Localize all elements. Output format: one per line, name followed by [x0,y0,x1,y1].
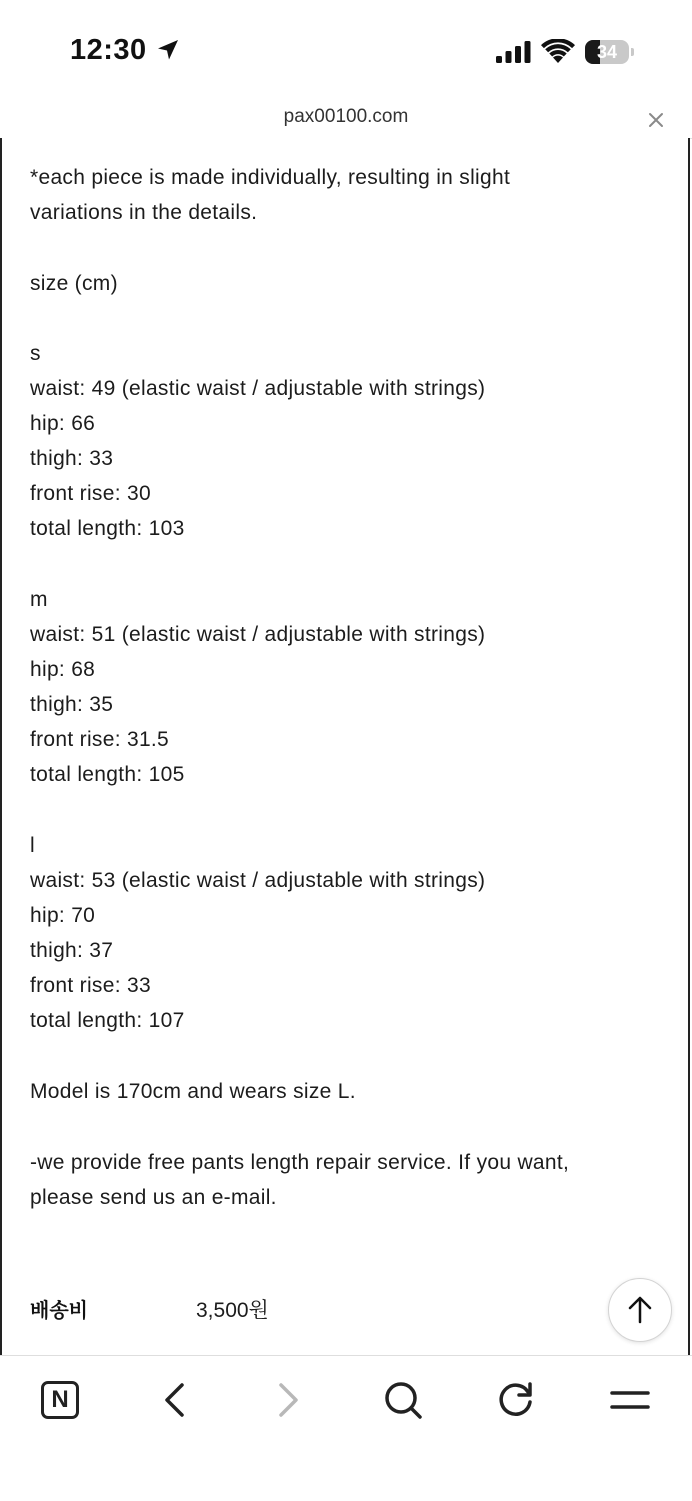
size-l-waist: waist: 53 (elastic waist / adjustable with strings) [30,869,486,892]
repair-note-line-1: -we provide free pants length repair service. If you want, [30,1151,570,1174]
note-line-1: *each piece is made individually, resulting in slight [30,166,511,189]
size-m-label: m [30,588,48,611]
product-detail-content [0,138,690,1355]
status-time: 12:30 [70,34,147,66]
size-heading: size (cm) [30,272,118,295]
size-m-front-rise: front rise: 31.5 [30,728,170,751]
size-s-label: s [30,342,41,365]
search-icon[interactable] [381,1378,425,1422]
back-icon[interactable] [153,1378,197,1422]
size-l-hip: hip: 70 [30,904,96,927]
cellular-signal-icon [496,41,532,63]
size-m-thigh: thigh: 35 [30,693,114,716]
size-m-total-length: total length: 105 [30,763,185,786]
size-s-thigh: thigh: 33 [30,447,114,470]
menu-icon[interactable] [608,1378,652,1422]
size-l-thigh: thigh: 37 [30,939,114,962]
url-bar [0,100,692,139]
note-line-2: variations in the details. [30,201,258,224]
url-text[interactable]: pax00100.com [283,106,409,127]
scroll-to-top-button[interactable] [608,1278,672,1342]
size-m-waist: waist: 51 (elastic waist / adjustable with strings) [30,623,486,646]
size-l-front-rise: front rise: 33 [30,974,151,997]
location-arrow-icon [156,38,180,62]
size-s-front-rise: front rise: 30 [30,482,151,505]
repair-note-line-2: please send us an e-mail. [30,1186,277,1209]
refresh-icon[interactable] [494,1378,538,1422]
size-l-total-length: total length: 107 [30,1009,185,1032]
arrow-up-icon [626,1295,654,1325]
forward-icon[interactable] [266,1378,310,1422]
shipping-fee-value: 3,500원 [196,1299,269,1322]
model-info: Model is 170cm and wears size L. [30,1080,356,1103]
size-l-label: l [30,834,35,857]
size-m-hip: hip: 68 [30,658,96,681]
shipping-fee-label: 배송비 [30,1300,88,1322]
close-icon[interactable] [644,108,668,132]
browser-toolbar [0,1355,692,1501]
wifi-icon [541,39,575,64]
size-s-hip: hip: 66 [30,412,96,435]
size-s-total-length: total length: 103 [30,517,185,540]
size-s-waist: waist: 49 (elastic waist / adjustable with strings) [30,377,486,400]
naver-home-icon[interactable]: N [41,1381,79,1419]
status-bar [0,0,692,100]
battery-indicator [585,40,633,64]
battery-level: 34 [596,42,618,62]
